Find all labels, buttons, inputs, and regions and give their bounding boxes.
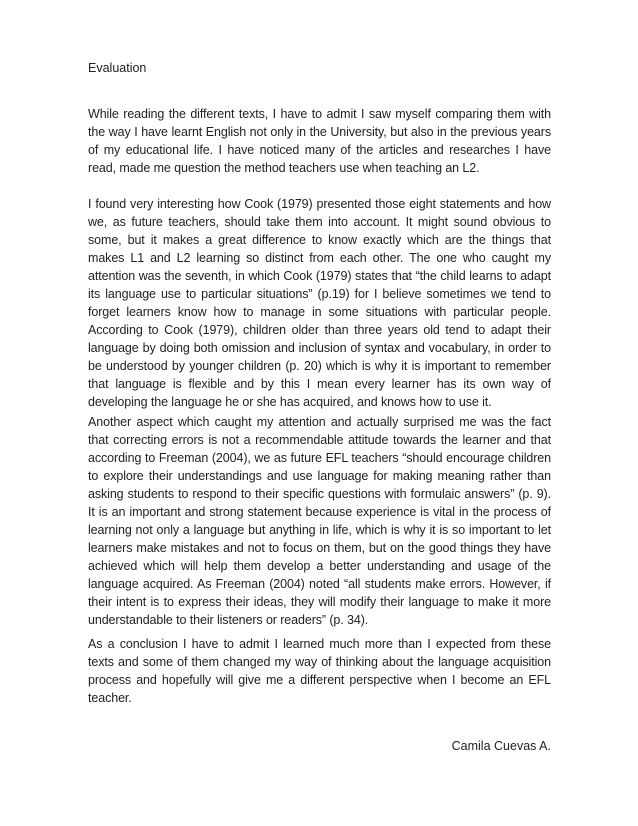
author-signature: Camila Cuevas A. xyxy=(451,739,551,753)
paragraph-correcting-errors: Another aspect which caught my attention and actually surprised me was the fact that correcting errors is not a recommendable attitude towards the learner and that according to Freeman (2004), we as future EFL teachers “should encourage children to explore their understandings and use language for making meaning rather than asking students to respond to their specific questions with formulaic answers” (p. 9). It is an important and strong statement because experience is vital in the process of learning not only a language but anything in life, which is why it is so important to let learners make mistakes and not to focus on them, but on the good things they have achieved which will help them develop a better understanding and usage of the language acquired. As Freeman (2004) noted “all students make errors. However, if their intent is to express their ideas, they will modify their language to make it more understandable to their listeners or readers” (p. 34). xyxy=(88,415,551,627)
paragraph-cook-statements: I found very interesting how Cook (1979) presented those eight statements and how we, as future teachers, should take them into account. It might sound obvious to some, but it makes a great difference to know exactly which are the things that makes L1 and L2 learning so distinct from each other. The one who caught my attention was the seventh, in which Cook (1979) states that “the child learns to adapt its language use to particular situations” (p.19) for I believe sometimes we tend to forget learners know how to manage in some situations with particular people. According to Cook (1979), children older than three years old tend to adapt their language by doing both omission and inclusion of syntax and vocabulary, in order to be understood by younger children (p. 20) which is why it is important to remember that language is flexible and by this I mean every learner has its own way of developing the language he or she has acquired, and knows how to use it. xyxy=(88,197,551,409)
paragraph-introduction: While reading the different texts, I have to admit I saw myself comparing them with the way I have learnt English not only in the University, but also in the previous years of my educational life. I have noticed many of the articles and researches I have read, made me question the method teachers use when teaching an L2. xyxy=(88,107,551,175)
document-title: Evaluation xyxy=(88,61,147,75)
paragraph-conclusion: As a conclusion I have to admit I learned much more than I expected from these texts and some of them changed my way of thinking about the language acquisition process and hopefully will give me a different perspective when I become an EFL teacher. xyxy=(88,637,551,705)
